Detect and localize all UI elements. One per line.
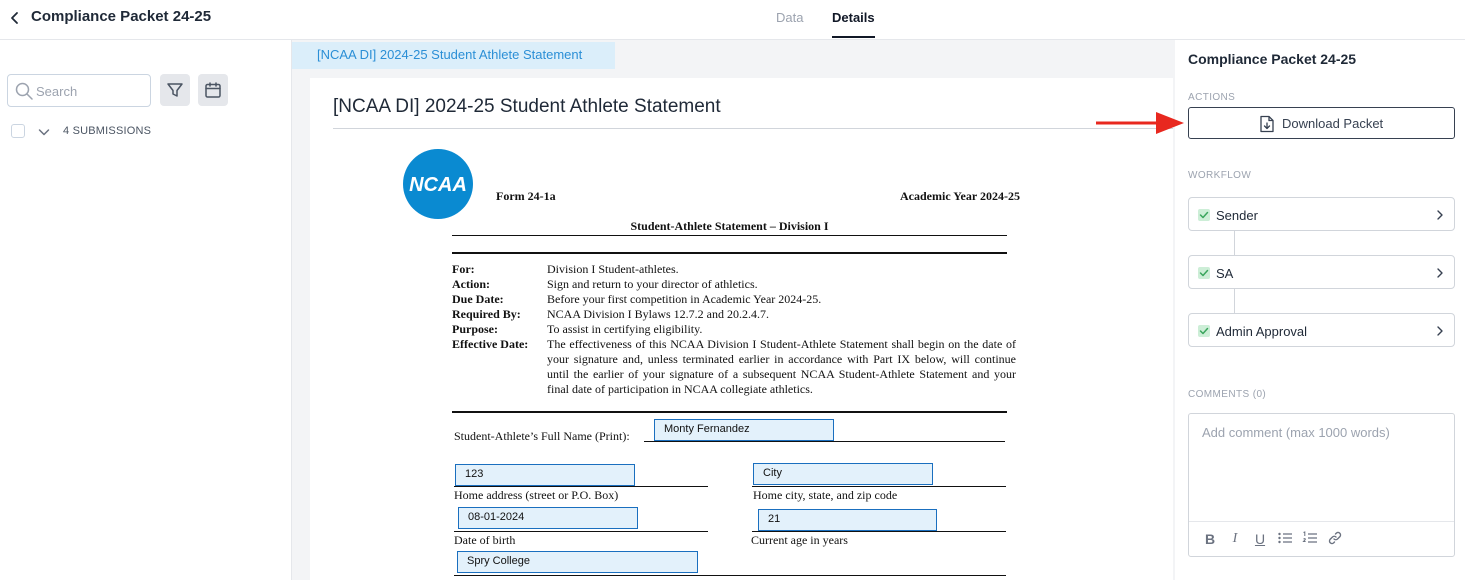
field-underline bbox=[454, 575, 1006, 576]
field-underline bbox=[752, 531, 1006, 532]
field-underline bbox=[454, 486, 708, 487]
form-rule bbox=[452, 235, 1007, 236]
academic-year: Academic Year 2024-25 bbox=[900, 189, 1020, 203]
tab-details[interactable]: Details bbox=[832, 10, 875, 38]
city-label: Home city, state, and zip code bbox=[753, 488, 898, 502]
calendar-icon bbox=[204, 81, 222, 99]
chevron-right-icon bbox=[1434, 267, 1446, 279]
bold-icon[interactable]: B bbox=[1204, 531, 1216, 547]
back-chevron-icon[interactable] bbox=[6, 9, 24, 27]
tab-data[interactable]: Data bbox=[776, 10, 804, 25]
dob-field[interactable]: 08-01-2024 bbox=[458, 507, 638, 529]
workflow-step-sa[interactable] bbox=[1188, 255, 1455, 289]
document-viewer bbox=[292, 40, 1175, 580]
field-underline bbox=[644, 441, 1005, 442]
full-name-field[interactable]: Monty Fernandez bbox=[654, 419, 834, 441]
underline-icon[interactable]: U bbox=[1254, 531, 1266, 547]
heading-divider bbox=[333, 128, 1173, 129]
full-name-label: Student-Athlete’s Full Name (Print): bbox=[454, 429, 630, 443]
check-icon bbox=[1198, 267, 1210, 279]
field-underline bbox=[752, 486, 1006, 487]
comment-input[interactable] bbox=[1190, 415, 1453, 519]
submissions-sidebar bbox=[0, 40, 292, 580]
city-field[interactable]: City bbox=[753, 463, 933, 485]
form-title: Student-Athlete Statement – Division I bbox=[630, 219, 829, 233]
link-icon[interactable] bbox=[1326, 530, 1344, 548]
top-bar bbox=[0, 0, 1465, 40]
italic-icon[interactable]: I bbox=[1232, 531, 1238, 546]
comments-label: COMMENTS (0) bbox=[1188, 389, 1267, 400]
document-tab[interactable]: [NCAA DI] 2024-25 Student Athlete Statement bbox=[292, 42, 615, 69]
download-packet-label: Download Packet bbox=[1282, 116, 1384, 131]
bullet-list-icon[interactable] bbox=[1276, 530, 1294, 548]
comment-toolbar bbox=[1189, 521, 1454, 556]
filter-icon bbox=[166, 81, 184, 99]
age-label: Current age in years bbox=[751, 533, 848, 547]
comment-editor bbox=[1188, 413, 1455, 557]
workflow-step-label: SA bbox=[1216, 266, 1234, 281]
select-all-checkbox[interactable] bbox=[11, 124, 25, 138]
workflow-step-label: Sender bbox=[1216, 208, 1258, 223]
panel-title: Compliance Packet 24-25 bbox=[1188, 51, 1357, 67]
check-icon bbox=[1198, 209, 1210, 221]
document-heading: [NCAA DI] 2024-25 Student Athlete Statement bbox=[333, 96, 721, 117]
page-title: Compliance Packet 24-25 bbox=[31, 8, 212, 25]
ncaa-logo-text: NCAA bbox=[409, 174, 467, 196]
search-icon bbox=[14, 81, 34, 101]
ncaa-logo bbox=[402, 148, 474, 220]
workflow-step-label: Admin Approval bbox=[1216, 324, 1308, 339]
download-packet-button[interactable] bbox=[1188, 107, 1455, 139]
workflow-step-sender[interactable] bbox=[1188, 197, 1455, 231]
college-field[interactable]: Spry College bbox=[457, 551, 698, 573]
filter-button[interactable] bbox=[160, 74, 190, 106]
address-label: Home address (street or P.O. Box) bbox=[454, 488, 619, 502]
check-icon bbox=[1198, 325, 1210, 337]
chevron-right-icon bbox=[1434, 209, 1446, 221]
details-panel bbox=[1175, 40, 1465, 580]
address-field[interactable]: 123 bbox=[455, 464, 635, 486]
workflow-connector bbox=[1234, 289, 1235, 313]
form-number: Form 24-1a bbox=[496, 189, 556, 203]
submissions-count[interactable]: 4 SUBMISSIONS bbox=[63, 125, 152, 137]
form-rule bbox=[452, 411, 1007, 413]
workflow-label: WORKFLOW bbox=[1188, 170, 1252, 181]
search-input[interactable] bbox=[36, 81, 146, 101]
download-file-icon bbox=[1259, 115, 1275, 133]
workflow-step-admin-approval[interactable] bbox=[1188, 313, 1455, 347]
document-page: [NCAA DI] 2024-25 Student Athlete Statement NCAA Form 24-1a Academic Year 2024-25 Student-Athlete Statement – Division I For: Division I Student-athletes. Action: Sign and return to your director of athletics. Due Date: Before your first competition in Academic Year 2024-25. Required By: NCAA Division I Bylaws 12.7.2 and 20.2.4.7. Purpose: To assist in certifying eligibility. Effective Date: The effectiveness of this NCAA Division I Student-Athlete Statement shall begin on the date of your signature and, unless terminated earlier in accordance with Part IX below, will continue until the earlier of your signature of a subsequent NCAA Student-Athlete Statement and your final date of participation in NCAA collegiate athletics. Student-Athlete’s Full Name (Print): Monty Fernandez 123 Home address (street or P.O. Box) City Home city, state, and zip code 08-01-2024 Date of birth 21 Current age in years Spry College bbox=[310, 78, 1173, 580]
field-underline bbox=[454, 531, 708, 532]
chevron-down-icon[interactable] bbox=[37, 125, 51, 139]
dob-label: Date of birth bbox=[454, 533, 516, 547]
calendar-button[interactable] bbox=[198, 74, 228, 106]
age-field[interactable]: 21 bbox=[758, 509, 937, 531]
search-box[interactable] bbox=[7, 74, 151, 107]
form-rule bbox=[452, 252, 1007, 254]
actions-label: ACTIONS bbox=[1188, 92, 1236, 103]
numbered-list-icon[interactable] bbox=[1301, 530, 1319, 548]
chevron-right-icon bbox=[1434, 325, 1446, 337]
workflow-connector bbox=[1234, 231, 1235, 255]
annotation-arrow-icon bbox=[1094, 110, 1186, 136]
